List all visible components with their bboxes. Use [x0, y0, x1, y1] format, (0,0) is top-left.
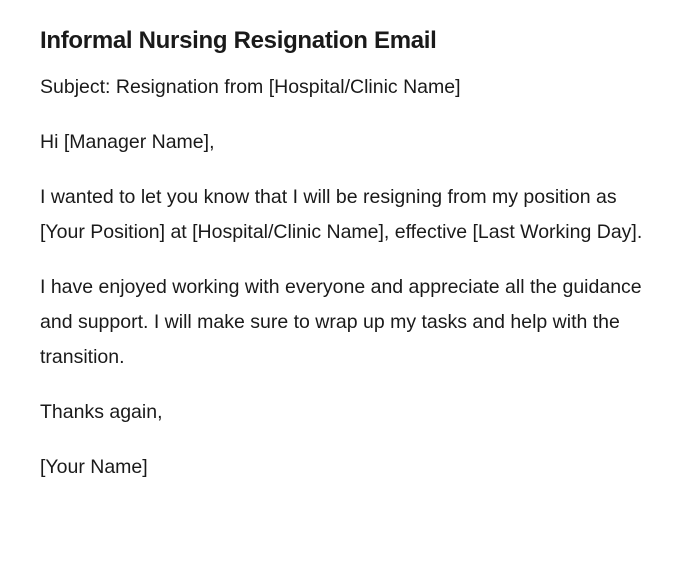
- email-greeting: Hi [Manager Name],: [40, 131, 215, 153]
- email-closing: Thanks again,: [40, 401, 163, 423]
- email-body-paragraph: I wanted to let you know that I will be resigning from my position as [Your Position] at [Hospital/Clinic Name], effective [Last Working Day].: [40, 186, 643, 243]
- page-title: Informal Nursing Resignation Email: [40, 27, 437, 54]
- email-signature: [Your Name]: [40, 456, 148, 478]
- email-subject: Subject: Resignation from [Hospital/Clinic Name]: [40, 76, 461, 98]
- email-body-paragraph: I have enjoyed working with everyone and appreciate all the guidance and support. I will make sure to wrap up my tasks and help with the transition.: [40, 276, 642, 368]
